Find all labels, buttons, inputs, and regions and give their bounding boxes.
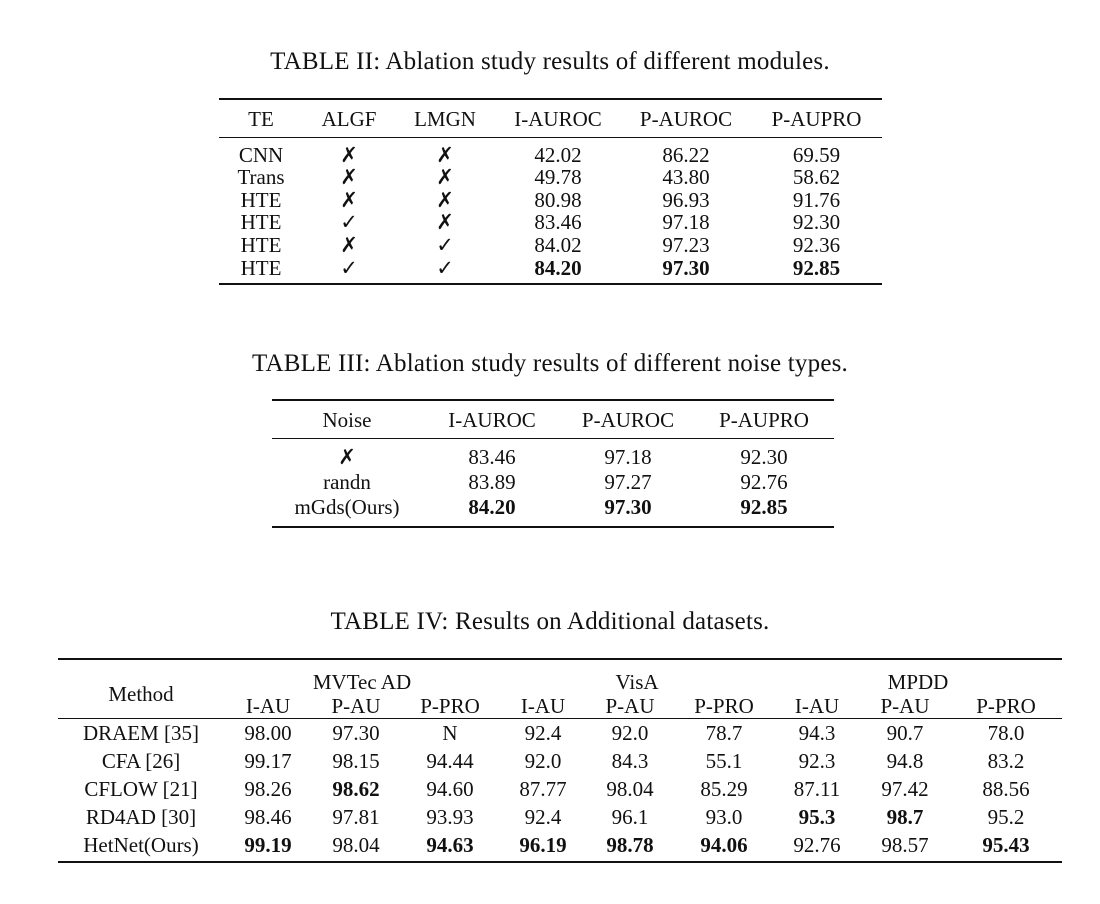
table-cell: 94.44 [426,749,474,773]
table4-caption: TABLE IV: Results on Additional datasets. [330,608,770,635]
table2-caption: TABLE II: Ablation study results of different modules. [270,48,830,75]
cross-mark-icon: ✗ [340,164,358,189]
table-row [219,137,882,166]
table-cell: 98.57 [860,831,950,862]
check-mark-icon: ✓ [303,257,395,284]
table3-caption: TABLE III: Ablation study results of different noise types. [251,350,849,377]
table-cell: 94.3 [798,721,836,745]
table-cell-best: 92.85 [751,257,882,284]
table-cell-best: 99.19 [224,831,312,862]
table-row [272,438,834,470]
table-row [58,831,1062,862]
check-mark-icon: ✓ [340,210,358,235]
table-cell-best: 84.20 [495,257,621,284]
table-cell-best: 98.62 [332,777,380,801]
table3 [272,399,834,528]
table-cell: 99.17 [244,749,292,773]
table-cell: 92.30 [792,210,841,235]
table-cell: 96.1 [611,805,649,829]
cross-mark-icon: ✗ [436,187,454,212]
table-cell-best: 98.78 [586,831,674,862]
table-cell: Trans [237,164,285,189]
table4-group-mvtec: MVTec AD [224,659,500,694]
check-mark-icon: ✓ [395,257,495,284]
table-cell: 95.2 [987,805,1025,829]
table-cell-method: RD4AD [30] [85,805,197,829]
table-cell-best: 98.7 [886,805,924,829]
table4-subheader: I-AU [500,694,586,719]
table-cell-best: 84.20 [422,495,562,527]
cross-mark-icon: ✗ [436,210,454,235]
table-cell: 49.78 [534,164,582,189]
table-cell: mGds(Ours) [272,495,422,527]
table2-header-p-auroc: P-AUROC [621,99,751,137]
table-cell: CNN [238,142,284,167]
table-cell: 55.1 [705,749,743,773]
table-cell: 97.42 [881,777,929,801]
table-cell: 78.0 [987,721,1025,745]
table2-header-row [219,99,882,137]
cross-mark-icon: ✗ [338,444,356,469]
check-mark-icon: ✓ [436,233,454,258]
table-cell: 98.04 [312,831,400,862]
cross-mark-icon: ✗ [436,142,454,167]
table4 [58,658,1062,863]
table2-header-lmgn: LMGN [395,99,495,137]
table-cell: 97.81 [332,805,380,829]
table-cell: 92.0 [611,721,649,745]
table-cell: 93.0 [705,805,743,829]
cross-mark-icon: ✗ [340,187,358,212]
table4-subheader: P-AU [860,694,950,719]
table-row [58,747,1062,775]
table-cell: 98.15 [332,749,380,773]
table3-header-row [272,400,834,438]
table-cell: 83.46 [534,210,582,235]
table-cell: 92.76 [740,469,788,494]
table-cell: 97.30 [332,721,380,745]
table-cell: 86.22 [662,142,710,167]
table-cell-best: 95.3 [798,805,836,829]
table-cell-method: DRAEM [35] [82,721,200,745]
table-row [58,775,1062,803]
cross-mark-icon: ✗ [340,233,358,258]
table-cell: 92.76 [774,831,860,862]
table-cell: 92.3 [798,749,836,773]
table4-subheader: I-AU [774,694,860,719]
table-cell: 98.00 [244,721,292,745]
table-row [219,234,882,257]
table4-subheader: P-AU [312,694,400,719]
table-cell-best: 97.30 [621,257,751,284]
table3-header-noise: Noise [272,400,422,438]
table-cell: 58.62 [792,164,841,189]
table2-header-p-aupro: P-AUPRO [751,99,882,137]
table-row [58,719,1062,748]
table-cell: 85.29 [700,777,748,801]
table-cell: N [442,721,458,745]
table4-header-method: Method [58,659,224,719]
table-row [219,257,882,284]
table-row [219,188,882,211]
table-cell: 94.60 [426,777,474,801]
table-cell: HTE [240,187,282,212]
table-cell: 92.36 [792,233,841,258]
table-cell: 83.2 [987,749,1025,773]
table-cell: 97.18 [604,444,652,469]
table-cell-best: 96.19 [500,831,586,862]
table2-header-te: TE [219,99,303,137]
table-cell-method: CFA [26] [101,749,181,773]
table-cell: 88.56 [982,777,1030,801]
table-row [272,470,834,495]
table-cell: 96.93 [662,187,710,212]
table-cell: 92.0 [524,749,562,773]
cross-mark-icon: ✗ [340,142,358,167]
table-cell: 94.8 [886,749,924,773]
table-cell: 83.89 [468,469,516,494]
table4-group-mpdd: MPDD [774,659,1062,694]
table-cell: 91.76 [792,187,841,212]
table2-header-i-auroc: I-AUROC [495,99,621,137]
table-row [219,211,882,234]
table-cell: 78.7 [705,721,743,745]
table-cell: 97.27 [604,469,652,494]
table2 [219,98,882,285]
table-cell: HTE [240,233,282,258]
table-cell: 87.77 [519,777,567,801]
table-cell-method: CFLOW [21] [84,777,198,801]
table-cell: 84.02 [534,233,582,258]
table4-subheader: P-PRO [400,694,500,719]
table-row [219,166,882,189]
table3-header-i-auroc: I-AUROC [422,400,562,438]
table-cell: 97.18 [662,210,710,235]
table-cell: randn [323,469,371,494]
table3-header-p-auroc: P-AUROC [562,400,694,438]
table-cell: 80.98 [534,187,582,212]
table-cell: 92.4 [524,805,562,829]
table4-subheader: P-AU [586,694,674,719]
table-cell-method: HetNet(Ours) [58,831,224,862]
table4-group-header-row [58,659,1062,694]
cross-mark-icon: ✗ [436,164,454,189]
table-cell: 69.59 [792,142,841,167]
table-cell-best: 94.63 [400,831,500,862]
table2-header-algf: ALGF [303,99,395,137]
table-cell-best: 95.43 [950,831,1062,862]
table3-header-p-aupro: P-AUPRO [694,400,834,438]
table-cell: 84.3 [611,749,649,773]
table-cell: 92.4 [524,721,562,745]
table-cell: 92.30 [740,444,788,469]
table-cell-best: 92.85 [694,495,834,527]
table-cell: 83.46 [468,444,516,469]
table-cell: 90.7 [886,721,924,745]
table4-group-visa: VisA [500,659,774,694]
table4-subheader: P-PRO [950,694,1062,719]
table4-subheader: P-PRO [674,694,774,719]
table-row [272,495,834,527]
table-cell: 98.46 [244,805,292,829]
table-cell: 93.93 [426,805,474,829]
table-cell-best: 97.30 [562,495,694,527]
table-cell: 43.80 [662,164,710,189]
table4-subheader: I-AU [224,694,312,719]
table-cell: 87.11 [793,777,841,801]
table-row [58,803,1062,831]
table-cell: HTE [240,210,282,235]
table-cell: 98.04 [606,777,654,801]
table-cell: 97.23 [662,233,710,258]
table-cell: 42.02 [534,142,582,167]
table-cell-best: 94.06 [674,831,774,862]
table-cell: HTE [219,257,303,284]
table-cell: 98.26 [244,777,292,801]
